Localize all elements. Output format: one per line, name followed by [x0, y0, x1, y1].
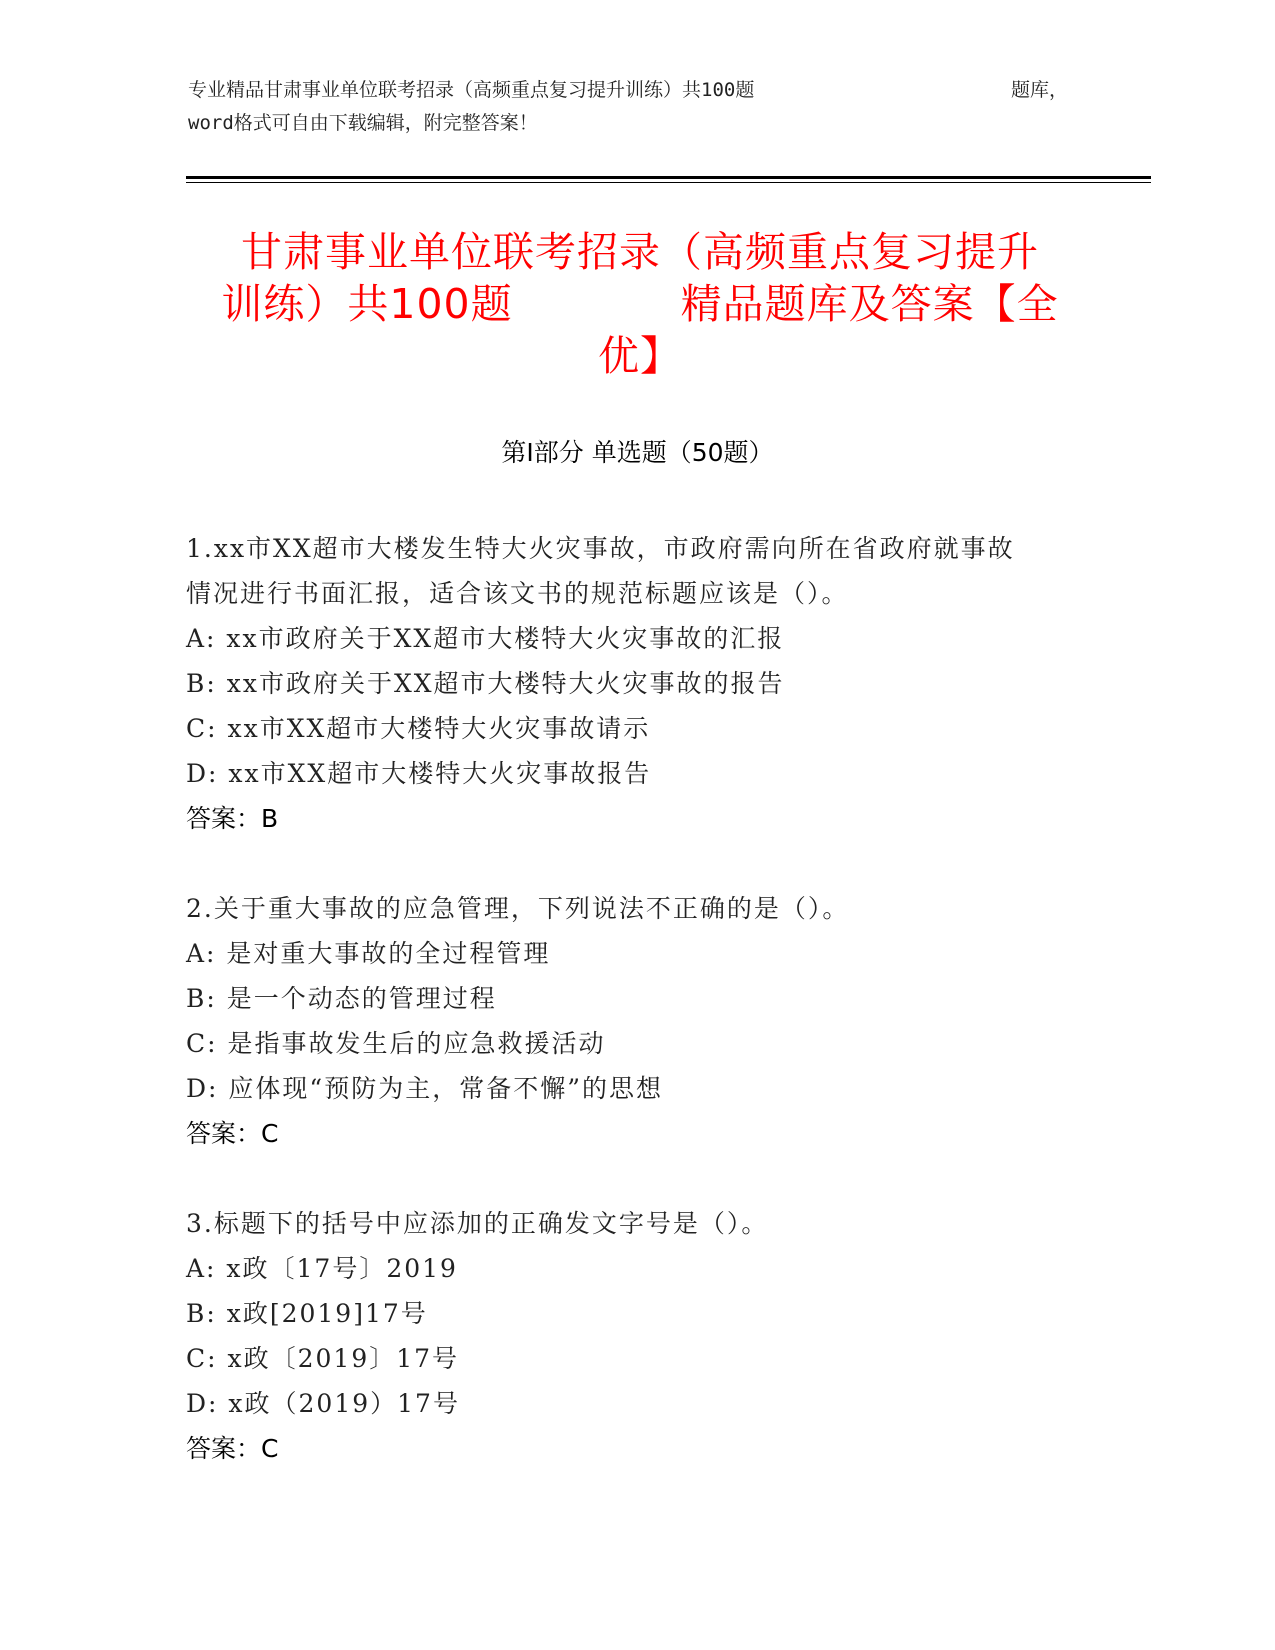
option-c: C: xx市XX超市大楼特大火灾事故请示 — [186, 714, 651, 743]
document-title-line3: 优】 — [598, 332, 682, 380]
header-rule-thick — [186, 176, 1151, 179]
option-d: D: 应体现“预防为主，常备不懈”的思想 — [186, 1074, 663, 1103]
question-stem: 3.标题下的括号中应添加的正确发文字号是（）。 — [186, 1209, 769, 1238]
answer: 答案：C — [186, 1434, 279, 1463]
header-note-title: 专业精品甘肃事业单位联考招录（高频重点复习提升训练）共100题 — [188, 79, 755, 101]
answer: 答案：B — [186, 804, 279, 833]
option-d: D: xx市XX超市大楼特大火灾事故报告 — [186, 759, 652, 788]
document-title — [200, 226, 1080, 382]
header-note — [188, 74, 1088, 140]
option-a: A: 是对重大事故的全过程管理 — [186, 939, 551, 968]
document-title-line2: 训练）共100题 精品题库及答案【全 — [221, 280, 1059, 328]
option-d: D: x政（2019）17号 — [186, 1389, 460, 1418]
header-rule-thin — [186, 182, 1151, 183]
question-stem-continued: 情况进行书面汇报，适合该文书的规范标题应该是（）。 — [186, 579, 849, 608]
answer: 答案：C — [186, 1119, 279, 1148]
question-list — [186, 526, 1086, 1516]
question-1 — [186, 526, 1086, 841]
section-title: 第Ⅰ部分 单选题（50题） — [501, 438, 774, 467]
option-c: C: 是指事故发生后的应急救援活动 — [186, 1029, 606, 1058]
question-stem: 2.关于重大事故的应急管理，下列说法不正确的是（）。 — [186, 894, 850, 923]
option-c: C: x政〔2019〕17号 — [186, 1344, 460, 1373]
option-b: B: 是一个动态的管理过程 — [186, 984, 497, 1013]
option-a: A: xx市政府关于XX超市大楼特大火灾事故的汇报 — [186, 624, 785, 653]
option-b: B: xx市政府关于XX超市大楼特大火灾事故的报告 — [186, 669, 785, 698]
option-b: B: x政[2019]17号 — [186, 1299, 428, 1328]
header-note-line1 — [188, 74, 1068, 107]
option-a: A: x政〔17号〕2019 — [186, 1254, 458, 1283]
question-2 — [186, 886, 1086, 1156]
document-title-line1: 甘肃事业单位联考招录（高频重点复习提升 — [241, 228, 1039, 276]
question-3 — [186, 1201, 1086, 1471]
header-note-suffix: 题库， — [1010, 79, 1068, 101]
question-stem: 1.xx市XX超市大楼发生特大火灾事故，市政府需向所在省政府就事故 — [186, 534, 1015, 563]
header-note-line2: word格式可自由下载编辑，附完整答案！ — [188, 112, 538, 134]
